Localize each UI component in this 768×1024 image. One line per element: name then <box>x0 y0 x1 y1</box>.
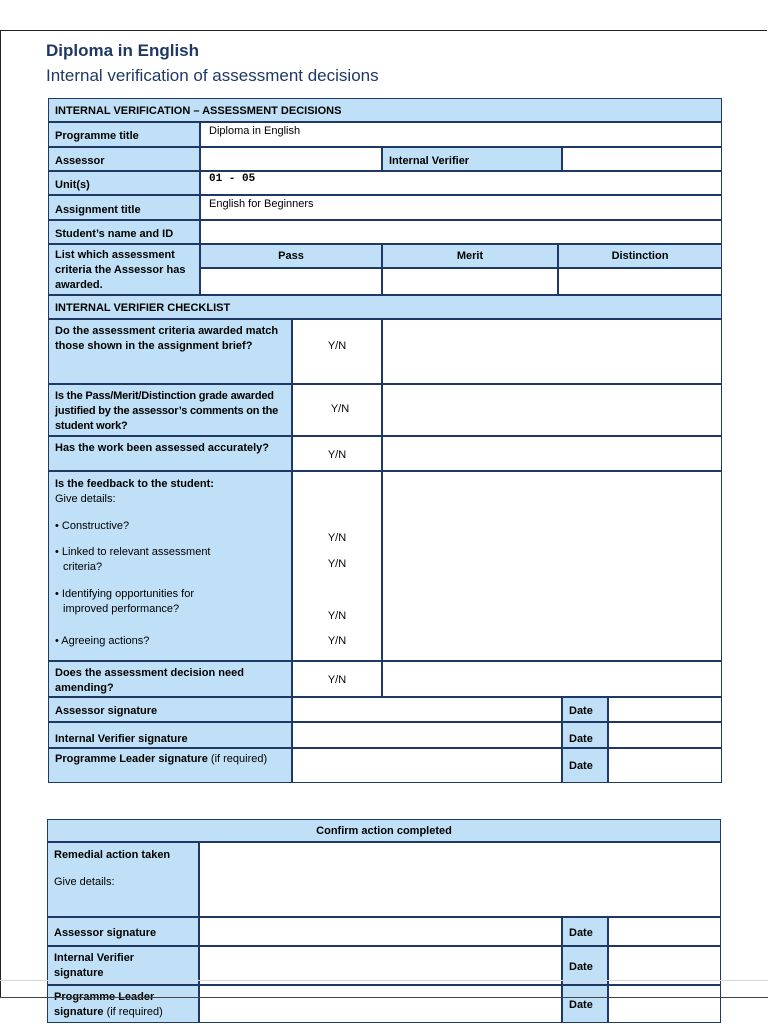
yn-decision-amending[interactable]: Y/N <box>292 661 382 697</box>
feedback-title: Is the feedback to the student: <box>55 478 214 490</box>
assignment-title-field[interactable]: English for Beginners <box>200 195 722 220</box>
assessor-label: Assessor <box>48 147 200 171</box>
merit-field[interactable] <box>382 268 558 295</box>
section-header-assessment-decisions: INTERNAL VERIFICATION – ASSESSMENT DECISIONS <box>48 98 722 122</box>
comment-criteria-match[interactable] <box>382 319 722 384</box>
pl-signature-label <box>48 748 292 783</box>
feedback-give-details: Give details: <box>55 493 116 505</box>
pass-header: Pass <box>200 244 382 268</box>
pl-date-label: Date <box>562 748 608 783</box>
confirm-assessor-signature-label: Assessor signature <box>47 917 199 946</box>
comment-grade-justified[interactable] <box>382 384 722 436</box>
confirm-assessor-signature-field[interactable] <box>199 917 562 946</box>
distinction-field[interactable] <box>558 268 722 295</box>
question-decision-amending: Does the assessment decision need amending? <box>48 661 292 697</box>
iv-date-field[interactable] <box>608 722 722 748</box>
document-subtitle: Internal verification of assessment decisions <box>46 66 379 85</box>
assessor-date-field[interactable] <box>608 697 722 722</box>
pl-signature-label-note: (if required) <box>210 753 268 765</box>
confirm-iv-label-line1: Internal Verifier <box>54 952 135 964</box>
merit-header: Merit <box>382 244 558 268</box>
remedial-label-cell <box>47 842 199 917</box>
student-name-field[interactable] <box>200 220 722 244</box>
units-label: Unit(s) <box>48 171 200 195</box>
confirm-pl-label-line2-bold: signature <box>54 1006 104 1018</box>
yn-linked[interactable]: Y/N <box>327 558 347 570</box>
feedback-bullet-constructive: • Constructive? <box>55 520 130 532</box>
confirm-pl-signature-label <box>47 985 199 1023</box>
criteria-label: List which assessment criteria the Assessor has awarded. <box>48 244 200 295</box>
assessor-date-label: Date <box>562 697 608 722</box>
assessor-field[interactable] <box>200 147 382 171</box>
question-assessed-accurately: Has the work been assessed accurately? <box>48 436 292 471</box>
pass-field[interactable] <box>200 268 382 295</box>
confirm-iv-date-label: Date <box>562 946 608 985</box>
assessor-signature-label: Assessor signature <box>48 697 292 722</box>
question-criteria-match: Do the assessment criteria awarded match those shown in the assignment brief? <box>48 319 292 384</box>
question-feedback <box>48 471 292 661</box>
iv-signature-field[interactable] <box>292 722 562 748</box>
confirm-pl-label-line1: Programme Leader <box>54 991 155 1003</box>
yn-agreeing[interactable]: Y/N <box>327 635 347 647</box>
page-footer-rule <box>0 980 768 981</box>
iv-date-label: Date <box>562 722 608 748</box>
yn-feedback-column <box>292 471 382 661</box>
feedback-bullet-linked-a: • Linked to relevant assessment <box>55 546 211 558</box>
comment-assessed-accurately[interactable] <box>382 436 722 471</box>
pl-signature-field[interactable] <box>292 748 562 783</box>
feedback-bullet-agreeing: • Agreeing actions? <box>55 635 150 647</box>
feedback-bullet-opportunities-a: • Identifying opportunities for <box>55 588 194 600</box>
yn-grade-justified[interactable]: Y/N <box>292 384 382 436</box>
pl-signature-label-bold: Programme Leader signature <box>55 753 208 765</box>
confirm-assessor-date-label: Date <box>562 917 608 946</box>
comment-decision-amending[interactable] <box>382 661 722 697</box>
pl-date-field[interactable] <box>608 748 722 783</box>
feedback-bullet-opportunities-b: improved performance? <box>63 603 180 615</box>
document-title: Diploma in English <box>46 41 200 60</box>
assignment-title-label: Assignment title <box>48 195 200 220</box>
iv-signature-label: Internal Verifier signature <box>48 722 292 748</box>
units-field[interactable]: 01 - 05 <box>200 171 722 195</box>
student-name-label: Student’s name and ID <box>48 220 200 244</box>
confirm-pl-signature-field[interactable] <box>199 985 562 1023</box>
question-grade-justified: Is the Pass/Merit/Distinction grade awarded justified by the assessor’s comments on the student work? <box>48 384 292 436</box>
remedial-label: Remedial action taken <box>54 849 171 861</box>
remedial-field[interactable] <box>199 842 721 917</box>
distinction-header: Distinction <box>558 244 722 268</box>
feedback-bullet-linked-b: criteria? <box>63 561 103 573</box>
remedial-give-details: Give details: <box>54 876 115 888</box>
confirm-header: Confirm action completed <box>47 819 721 842</box>
yn-constructive[interactable]: Y/N <box>327 532 347 544</box>
programme-title-label: Programme title <box>48 122 200 147</box>
yn-criteria-match[interactable]: Y/N <box>292 319 382 384</box>
checklist-header: INTERNAL VERIFIER CHECKLIST <box>48 295 722 319</box>
programme-title-field[interactable]: Diploma in English <box>200 122 722 147</box>
internal-verifier-label: Internal Verifier <box>382 147 562 171</box>
confirm-pl-date-label: Date <box>562 985 608 1023</box>
confirm-iv-label-line2: signature <box>54 967 104 979</box>
yn-opportunities[interactable]: Y/N <box>327 610 347 622</box>
confirm-assessor-date-field[interactable] <box>608 917 721 946</box>
confirm-pl-label-line2-note: (if required) <box>106 1006 163 1018</box>
page-bottom-rule <box>0 997 768 998</box>
assessor-signature-field[interactable] <box>292 697 562 722</box>
yn-assessed-accurately[interactable]: Y/N <box>292 436 382 471</box>
comment-feedback[interactable] <box>382 471 722 661</box>
internal-verifier-field[interactable] <box>562 147 722 171</box>
confirm-pl-date-field[interactable] <box>608 985 721 1023</box>
